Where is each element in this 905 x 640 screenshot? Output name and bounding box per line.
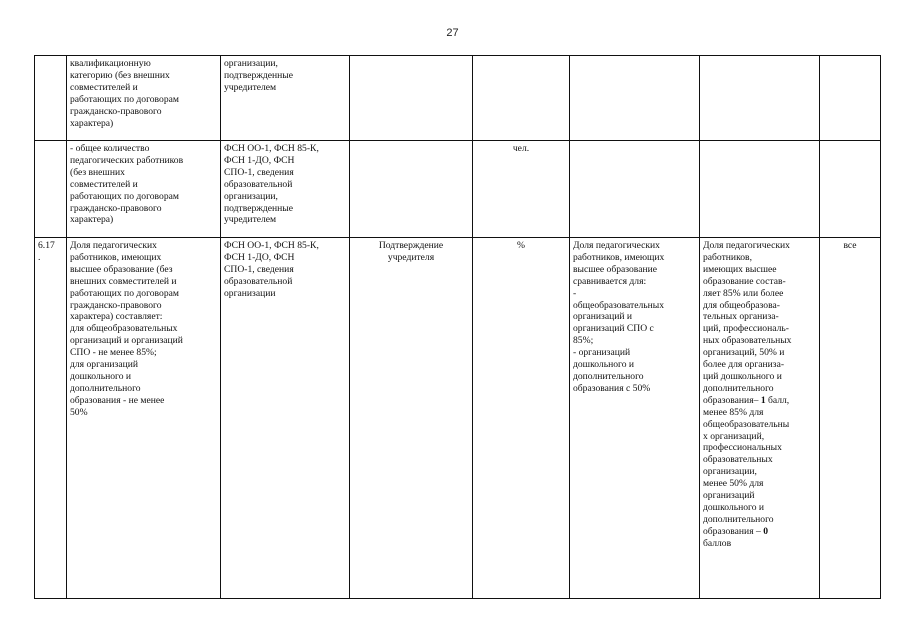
- source-cell: организации, подтвержденные учредителем: [221, 56, 350, 141]
- unit-cell: чел.: [473, 141, 570, 238]
- scope-cell: [820, 141, 881, 238]
- norm-cell: Доля педагогических работников, имеющих высшее образование сравнивается для: - общеобразовательных организаций и организаций СПО с 85%; - организаций дошкольного и дополнительного образования с 50%: [570, 238, 700, 599]
- indicator-cell: - общее количество педагогических работников (без внешних совместителей и работающих по договорам гражданско-правового характера): [67, 141, 221, 238]
- scope-cell: [820, 56, 881, 141]
- score-zero-value: 0: [763, 525, 768, 537]
- row-number-cell: [35, 141, 67, 238]
- score-one-line: образования– 1 балл,: [703, 394, 790, 406]
- indicator-cell: Доля педагогических работников, имеющих высшее образование (без внешних совместителей и работающих по договорам гражданско-правового характера) составляет: для общеобразовательных организаций и организаций СПО - не менее 85%; для организаций дошкольного и дополнительного образования - не менее 50%: [67, 238, 221, 599]
- row-number-cell: 6.17 .: [35, 238, 67, 599]
- indicators-table: [34, 55, 881, 599]
- score-one-value: 1: [760, 394, 766, 406]
- table-row: [35, 141, 881, 238]
- row-number-cell: [35, 56, 67, 141]
- method-cell: [350, 56, 473, 141]
- norm-cell: [570, 141, 700, 238]
- source-cell: ФСН ОО-1, ФСН 85-К, ФСН 1-ДО, ФСН СПО-1, сведения образовательной организации: [221, 238, 350, 599]
- page-number: 27: [446, 27, 459, 39]
- norm-cell: [570, 56, 700, 141]
- table-row: [35, 238, 881, 599]
- score-zero-line: образования – 0: [703, 525, 768, 537]
- unit-cell: %: [473, 238, 570, 599]
- method-cell: [350, 141, 473, 238]
- method-cell: Подтверждение учредителя: [350, 238, 473, 599]
- table-row: [35, 56, 881, 141]
- scoring-cell: [700, 56, 820, 141]
- scope-cell: все: [820, 238, 881, 599]
- indicator-cell: квалификационную категорию (без внешних совместителей и работающих по договорам гражданско-правового характера): [67, 56, 221, 141]
- unit-cell: [473, 56, 570, 141]
- source-cell: ФСН ОО-1, ФСН 85-К, ФСН 1-ДО, ФСН СПО-1, сведения образовательной организации, подтвержденные учредителем: [221, 141, 350, 238]
- scoring-cell: Доля педагогических работников, имеющих высшее образование состав- ляет 85% или более для общеобразова- тельных организа- ций, профессиональ- ных образовательных организаций, 50% и более для организа- ций дошкольного и дополнительного образования– 1 балл, менее 85% для общеобразовательны х организаций, профессиональных образовательных организации, менее 50% для организаций дошкольного и дополнительного образования – 0 баллов: [700, 238, 820, 599]
- scoring-cell: [700, 141, 820, 238]
